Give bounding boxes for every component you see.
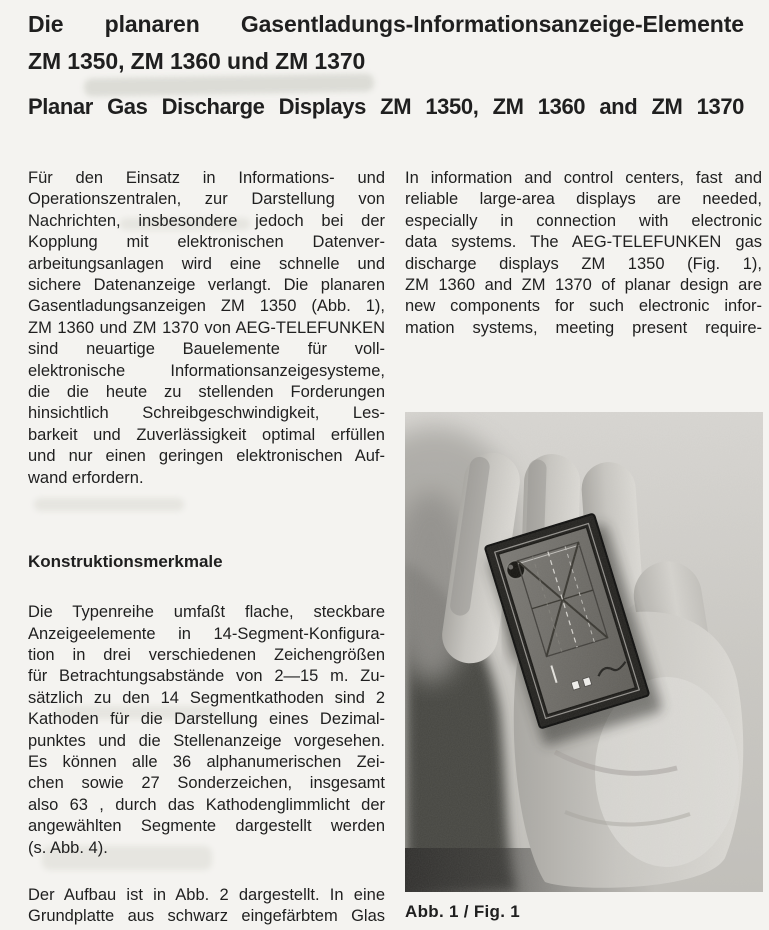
photo-grain-overlay bbox=[405, 412, 763, 892]
text-line: die die heute zu stellenden Forderungen bbox=[28, 383, 385, 402]
text-line: new components for such electronic infor- bbox=[405, 297, 762, 316]
text-line: Die planaren Gasentladungs-Informationsanzeige-Elemente bbox=[28, 11, 744, 37]
page-title-german bbox=[28, 6, 744, 80]
text-line: ZM 1350, ZM 1360 und ZM 1370 bbox=[28, 48, 366, 74]
text-line: also 63 , durch das Kathodenglimmlicht der bbox=[28, 795, 385, 814]
text-line: Für den Einsatz in Informations- und bbox=[28, 169, 385, 187]
text-line: und nur einen geringen elektronischen Auf- bbox=[28, 447, 385, 466]
text-line: Die Typenreihe umfaßt flache, steckbare bbox=[28, 603, 385, 622]
text-line: mation systems, meeting present require- bbox=[405, 318, 762, 337]
text-line: ZM 1360 und ZM 1370 von AEG-TELEFUNKEN bbox=[28, 318, 385, 337]
text-line: für Betrachtungsabstände von 2—15 m. Zu- bbox=[28, 667, 385, 686]
paragraph-de-aufbau bbox=[28, 885, 385, 928]
text-line: barkeit und Zuverlässigkeit optimal erfüllen bbox=[28, 425, 385, 444]
text-line: especially in connection with electronic bbox=[405, 211, 762, 230]
paragraph-de-typenreihe bbox=[28, 602, 385, 859]
text-line: Gasentladungsanzeigen ZM 1350 (Abb. 1), bbox=[28, 297, 385, 316]
section-heading-konstruktionsmerkmale: Konstruktionsmerkmale bbox=[28, 552, 223, 572]
figure-caption: Abb. 1 / Fig. 1 bbox=[405, 902, 521, 921]
text-line: tion in drei verschiedenen Zeichengrößen bbox=[28, 645, 385, 664]
right-column-english bbox=[405, 168, 762, 339]
text-line: sätzlich zu den 14 Segmentkathoden sind 2 bbox=[28, 688, 385, 707]
text-line: Operationszentralen, zur Darstellung von bbox=[28, 190, 385, 209]
text-line: wand erfordern. bbox=[28, 468, 144, 487]
text-line: chen sowie 27 Sonderzeichen, insgesamt bbox=[28, 774, 385, 793]
text-line: Kopplung mit elektronischen Datenver- bbox=[28, 233, 385, 252]
text-line: sind neuartige Bauelemente für voll- bbox=[28, 340, 385, 359]
text-line: Kathoden für die Darstellung eines Dezimal- bbox=[28, 710, 385, 729]
text-line: data systems. The AEG-TELEFUNKEN gas bbox=[405, 233, 762, 252]
text-line: Grundplatte aus schwarz eingefärbtem Glas bbox=[28, 907, 385, 926]
text-line: In information and control centers, fast and bbox=[405, 169, 762, 187]
text-line: Nachrichten, insbesondere jedoch bei der bbox=[28, 211, 385, 230]
page-title-english: Planar Gas Discharge Displays ZM 1350, ZM 1360 and ZM 1370 bbox=[28, 94, 744, 119]
text-line: sichere Datenanzeige verlangt. Die planaren bbox=[28, 276, 385, 295]
paragraph-de-intro bbox=[28, 168, 385, 489]
text-line: hinsichtlich Schreibgeschwindigkeit, Les- bbox=[28, 404, 385, 423]
text-line: discharge displays ZM 1350 (Fig. 1), bbox=[405, 254, 762, 273]
text-line: arbeitungsanlagen wird eine schnelle und bbox=[28, 254, 385, 273]
text-line: Der Aufbau ist in Abb. 2 dargestellt. In eine bbox=[28, 885, 385, 904]
text-line: ZM 1360 and ZM 1370 of planar design are bbox=[405, 276, 762, 295]
text-line: reliable large-area displays are needed, bbox=[405, 190, 762, 209]
figure-1-photo bbox=[405, 412, 763, 892]
text-line: angewählten Segmente dargestellt werden bbox=[28, 817, 385, 836]
left-column-german bbox=[28, 168, 385, 928]
photo-hand-holding-display bbox=[405, 412, 763, 892]
text-line: (s. Abb. 4). bbox=[28, 838, 108, 857]
text-line: punktes und die Stellenanzeige vorgesehen. bbox=[28, 731, 385, 750]
text-line: elektronische Informationsanzeigesysteme, bbox=[28, 361, 385, 380]
text-line: Es können alle 36 alphanumerischen Zei- bbox=[28, 752, 385, 771]
text-line: Anzeigeelemente in 14-Segment-Konfigura- bbox=[28, 624, 385, 643]
paragraph-en-intro bbox=[405, 168, 762, 339]
